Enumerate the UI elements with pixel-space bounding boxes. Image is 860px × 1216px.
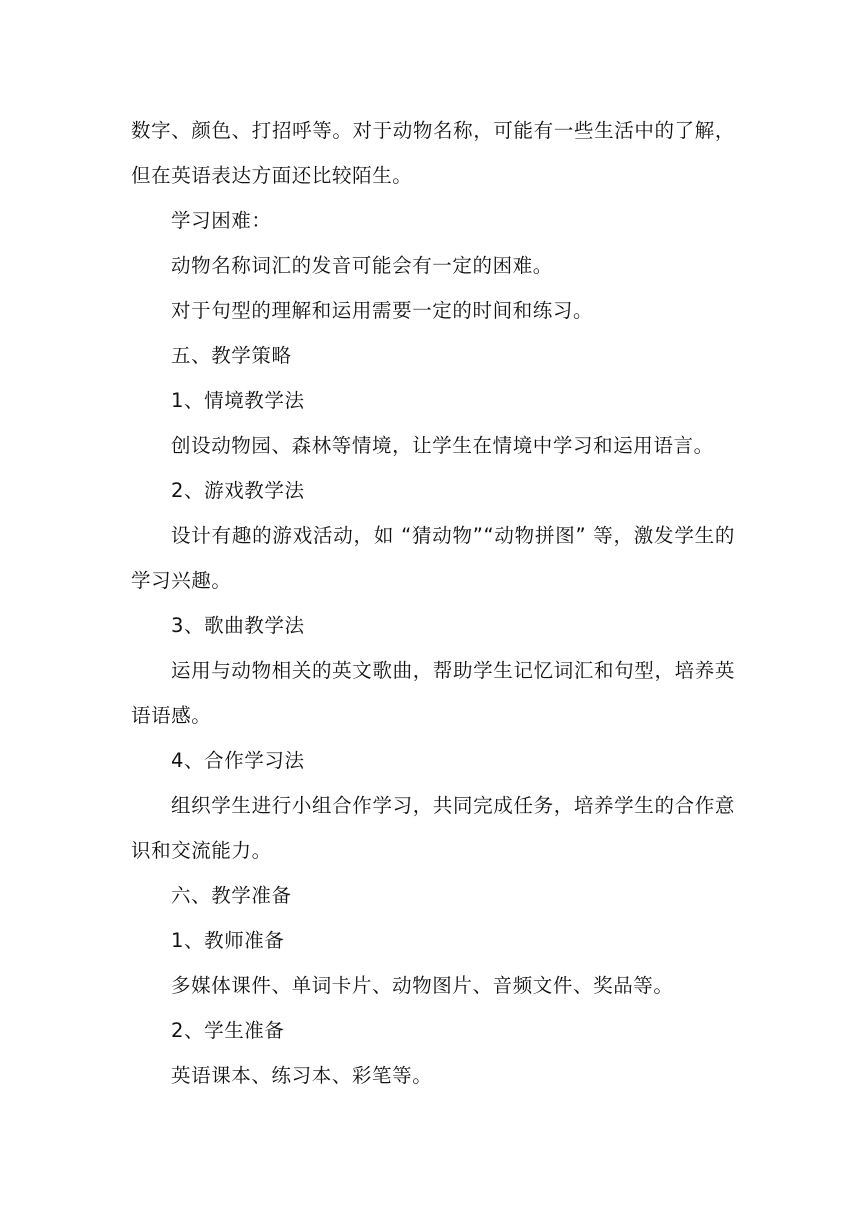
paragraph: 动物名称词汇的发音可能会有一定的困难。 [171, 254, 553, 277]
section-heading-teaching-preparation: 六、教学准备 [171, 884, 292, 907]
subheading-situational-teaching: 1、情境教学法 [171, 389, 305, 412]
paragraph: 运用与动物相关的英文歌曲，帮助学生记忆词汇和句型，培养英语语感。 [131, 659, 735, 727]
paragraph: 多媒体课件、单词卡片、动物图片、音频文件、奖品等。 [171, 974, 674, 997]
section-heading-teaching-strategy: 五、教学策略 [171, 344, 292, 367]
paragraph-continued: 数字、颜色、打招呼等。对于动物名称，可能有一些生活中的了解，但在英语表达方面还比较陌生。 [131, 119, 735, 187]
paragraph: 英语课本、练习本、彩笔等。 [171, 1064, 433, 1087]
paragraph-learning-difficulty: 学习困难： [171, 209, 272, 232]
document-body [131, 108, 735, 1098]
paragraph: 创设动物园、森林等情境，让学生在情境中学习和运用语言。 [171, 434, 714, 457]
paragraph: 组织学生进行小组合作学习，共同完成任务，培养学生的合作意识和交流能力。 [131, 794, 735, 862]
subheading-teacher-preparation: 1、教师准备 [171, 929, 285, 952]
paragraph: 对于句型的理解和运用需要一定的时间和练习。 [171, 299, 594, 322]
subheading-student-preparation: 2、学生准备 [171, 1019, 285, 1042]
subheading-cooperative-learning: 4、合作学习法 [171, 749, 305, 772]
subheading-song-teaching: 3、歌曲教学法 [171, 614, 305, 637]
subheading-game-teaching: 2、游戏教学法 [171, 479, 305, 502]
paragraph: 设计有趣的游戏活动，如 “猜动物”“动物拼图” 等，激发学生的学习兴趣。 [131, 524, 735, 592]
